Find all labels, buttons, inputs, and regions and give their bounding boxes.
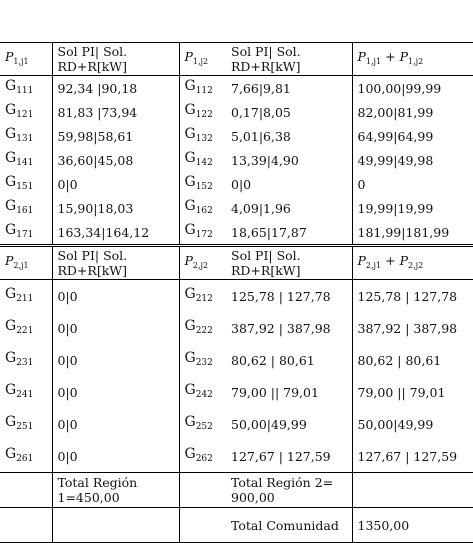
- gen-label-b: [185, 414, 213, 430]
- gen-label-b-letter: G: [184, 381, 196, 398]
- value-cell: [226, 76, 352, 101]
- sum-value: 387,92 | 387,98: [357, 320, 458, 336]
- group2-p2-cell: [179, 246, 226, 280]
- gen-cell: [179, 376, 226, 408]
- value-a: 92,34 |90,18: [57, 80, 138, 96]
- table-row: [0, 220, 473, 246]
- gen-label-a-letter: G: [5, 445, 17, 462]
- value-cell: [52, 76, 179, 101]
- gen-label-a-index: 121: [16, 109, 34, 120]
- value-b: 18,65|17,87: [231, 224, 307, 240]
- gen-cell: [179, 196, 226, 220]
- gen-label-a-letter: G: [5, 77, 17, 94]
- value-a: 59,98|58,61: [57, 128, 134, 144]
- gen-label-b: [185, 446, 213, 462]
- value-b: 4,09|1,96: [231, 200, 291, 216]
- value-cell: [52, 408, 179, 440]
- gen-cell: [0, 376, 52, 408]
- gen-cell: [0, 100, 52, 124]
- gen-cell: [0, 312, 52, 344]
- gen-cell: [179, 76, 226, 101]
- region-totals-row: [0, 473, 473, 508]
- gen-cell: [0, 124, 52, 148]
- gen-label-a: [5, 286, 33, 302]
- group2-sum-b-base: P: [399, 253, 409, 268]
- value-b: 50,00|49,99: [231, 416, 307, 432]
- sum-cell: [352, 76, 473, 101]
- group1-sol-head-1: [52, 43, 179, 76]
- gen-cell: [179, 124, 226, 148]
- gen-label-a: [5, 126, 33, 142]
- gen-label-b-letter: G: [184, 125, 196, 142]
- table-row: [0, 172, 473, 196]
- gen-label-a: [5, 222, 33, 238]
- group1-sum-b: [400, 49, 424, 64]
- group2-header-row: [0, 246, 473, 280]
- gen-label-b-index: 222: [195, 325, 213, 336]
- value-cell: [52, 376, 179, 408]
- gen-label-b-index: 242: [195, 389, 213, 400]
- group2-sol-head-1: [52, 246, 179, 280]
- gen-label-a-letter: G: [5, 317, 17, 334]
- gen-label-a: [5, 174, 33, 190]
- group2-p2-label: [185, 253, 209, 268]
- group2-sum-a-sub: 2,j1: [365, 261, 382, 270]
- sum-value: 0: [357, 176, 366, 192]
- gen-label-b-letter: G: [184, 413, 196, 430]
- gen-label-a-letter: G: [5, 221, 17, 238]
- sum-cell: [352, 440, 473, 473]
- group1-p1-label-sub: 1,j1: [13, 57, 29, 66]
- gen-label-a: [5, 350, 33, 366]
- group2-p2-label-base: P: [184, 253, 193, 268]
- value-cell: [226, 148, 352, 172]
- sum-cell: [352, 100, 473, 124]
- sum-value: 50,00|49,99: [357, 416, 434, 432]
- gen-label-b: [185, 126, 213, 142]
- group1-p2-label-sub: 1,j2: [192, 57, 209, 66]
- group2-sum-b: [400, 253, 424, 268]
- gen-label-a-index: 111: [16, 85, 34, 96]
- community-total-row: [0, 508, 473, 543]
- value-cell: [52, 312, 179, 344]
- gen-cell: [0, 196, 52, 220]
- group1-sum-a-base: P: [357, 49, 366, 64]
- sum-cell: [352, 220, 473, 246]
- value-a: 0|0: [57, 448, 78, 464]
- gen-cell: [179, 100, 226, 124]
- value-b: 5,01|6,38: [231, 128, 291, 144]
- group1-p2-cell: [179, 43, 226, 76]
- gen-cell: [0, 344, 52, 376]
- table-row: [0, 100, 473, 124]
- value-b: 80,62 | 80,61: [231, 352, 315, 368]
- gen-label-a: [5, 446, 33, 462]
- gen-label-b-letter: G: [184, 445, 196, 462]
- value-cell: [226, 280, 352, 313]
- value-cell: [226, 440, 352, 473]
- value-b: 127,67 | 127,59: [231, 448, 331, 464]
- region1-total-text: Total Región 1=450,00: [57, 475, 138, 505]
- value-b: 387,92 | 387,98: [231, 320, 331, 336]
- table-row: [0, 76, 473, 101]
- gen-label-a-index: 241: [16, 389, 34, 400]
- table-row: [0, 440, 473, 473]
- group1-sum-b-base: P: [399, 49, 409, 64]
- gen-label-b-index: 142: [195, 157, 213, 168]
- gen-label-a-index: 131: [16, 133, 34, 144]
- gen-label-b: [185, 286, 213, 302]
- generation-table: [0, 42, 473, 543]
- gen-label-a-letter: G: [5, 149, 17, 166]
- gen-cell: [179, 148, 226, 172]
- community-value-text: 1350,00: [357, 517, 410, 533]
- value-cell: [52, 172, 179, 196]
- gen-label-a-letter: G: [5, 197, 17, 214]
- empty-cell: [179, 508, 226, 543]
- table-row: [0, 376, 473, 408]
- sum-cell: [352, 124, 473, 148]
- gen-label-a-index: 221: [16, 325, 34, 336]
- gen-cell: [179, 280, 226, 313]
- gen-label-a-letter: G: [5, 101, 17, 118]
- group1-sum-b-sub: 1,j2: [408, 57, 424, 66]
- value-cell: [226, 100, 352, 124]
- group2-sol-head-2-line2: RD+R[kW]: [231, 263, 301, 278]
- group2-sol-head-2-line1: Sol PI| Sol.: [231, 248, 301, 263]
- table-row: [0, 312, 473, 344]
- gen-label-a-index: 161: [16, 205, 34, 216]
- sum-value: 181,99|181,99: [357, 224, 450, 240]
- gen-label-b-letter: G: [184, 149, 196, 166]
- group2-plus-sign: +: [385, 253, 396, 268]
- group1-sum-a-sub: 1,j1: [365, 57, 382, 66]
- sum-cell: [352, 172, 473, 196]
- gen-label-a-index: 261: [16, 453, 34, 464]
- gen-label-b-index: 112: [195, 85, 213, 96]
- gen-label-a-letter: G: [5, 285, 17, 302]
- sum-cell: [352, 344, 473, 376]
- group1-sum-a: [358, 49, 382, 64]
- gen-label-a: [5, 102, 33, 118]
- sum-value: 49,99|49,98: [357, 152, 434, 168]
- gen-cell: [0, 440, 52, 473]
- group2-sum-a-base: P: [357, 253, 366, 268]
- sum-cell: [352, 376, 473, 408]
- value-cell: [226, 408, 352, 440]
- value-b: 79,00 || 79,01: [231, 384, 319, 400]
- group1-sum-head: [352, 43, 473, 76]
- value-a: 0|0: [57, 320, 78, 336]
- gen-label-b-letter: G: [184, 101, 196, 118]
- sum-cell: [352, 196, 473, 220]
- gen-label-b-index: 122: [195, 109, 213, 120]
- value-cell: [226, 344, 352, 376]
- gen-label-b-index: 262: [195, 453, 213, 464]
- gen-label-b-letter: G: [184, 349, 196, 366]
- value-cell: [226, 196, 352, 220]
- value-a: 81,83 |73,94: [57, 104, 138, 120]
- value-cell: [226, 220, 352, 246]
- gen-label-a: [5, 198, 33, 214]
- value-b: 125,78 | 127,78: [231, 288, 331, 304]
- gen-label-b-index: 162: [195, 205, 213, 216]
- gen-label-a-letter: G: [5, 381, 17, 398]
- group1-header-row: [0, 43, 473, 76]
- value-cell: [52, 280, 179, 313]
- group1-p2-label-base: P: [184, 49, 193, 64]
- group2-sol-head-1-line1: Sol PI| Sol.: [57, 248, 128, 263]
- gen-label-a-index: 141: [16, 157, 34, 168]
- gen-label-b: [185, 382, 213, 398]
- gen-label-b-index: 172: [195, 229, 213, 240]
- gen-label-b-index: 252: [195, 421, 213, 432]
- table-row: [0, 344, 473, 376]
- table-row: [0, 280, 473, 313]
- group2-p2-label-sub: 2,j2: [192, 261, 209, 270]
- gen-label-b-letter: G: [184, 317, 196, 334]
- group1-p1-cell: [0, 43, 52, 76]
- gen-label-b-letter: G: [184, 221, 196, 238]
- group1-plus-sign: +: [385, 49, 396, 64]
- gen-label-b: [185, 174, 213, 190]
- sum-value: 125,78 | 127,78: [357, 288, 458, 304]
- gen-cell: [179, 172, 226, 196]
- gen-label-b-index: 232: [195, 357, 213, 368]
- value-cell: [52, 440, 179, 473]
- group1-sol-head-1-line2: RD+R[kW]: [57, 59, 127, 74]
- gen-label-a: [5, 150, 33, 166]
- gen-cell: [179, 408, 226, 440]
- value-a: 0|0: [57, 384, 78, 400]
- group2-p1-label-sub: 2,j1: [13, 261, 29, 270]
- sum-cell: [352, 408, 473, 440]
- gen-label-b-letter: G: [184, 173, 196, 190]
- value-cell: [226, 124, 352, 148]
- gen-label-a-letter: G: [5, 125, 17, 142]
- value-cell: [226, 376, 352, 408]
- value-cell: [52, 148, 179, 172]
- gen-cell: [179, 220, 226, 246]
- value-cell: [52, 124, 179, 148]
- gen-cell: [0, 76, 52, 101]
- table-row: [0, 124, 473, 148]
- value-a: 0|0: [57, 416, 78, 432]
- sum-value: 80,62 | 80,61: [357, 352, 442, 368]
- value-a: 0|0: [57, 288, 78, 304]
- region2-total: [226, 473, 352, 508]
- gen-cell: [179, 440, 226, 473]
- value-b: 0|0: [231, 176, 252, 192]
- sum-cell: [352, 312, 473, 344]
- gen-label-a-index: 231: [16, 357, 34, 368]
- value-a: 0|0: [57, 176, 78, 192]
- table-row: [0, 148, 473, 172]
- gen-cell: [0, 172, 52, 196]
- sum-value: 127,67 | 127,59: [357, 448, 458, 464]
- gen-cell: [0, 408, 52, 440]
- value-cell: [226, 312, 352, 344]
- empty-cell: [0, 473, 52, 508]
- empty-cell: [52, 508, 179, 543]
- sum-value: 82,00|81,99: [357, 104, 434, 120]
- region2-total-text: Total Región 2= 900,00: [231, 475, 334, 505]
- gen-label-a: [5, 414, 33, 430]
- group1-sol-head-2: [226, 43, 352, 76]
- value-cell: [52, 196, 179, 220]
- gen-label-b-letter: G: [184, 197, 196, 214]
- gen-cell: [179, 312, 226, 344]
- empty-cell: [0, 508, 52, 543]
- sum-value: 19,99|19,99: [357, 200, 434, 216]
- group2-sol-head-1-line2: RD+R[kW]: [57, 263, 127, 278]
- group2-p1-cell: [0, 246, 52, 280]
- sum-value: 100,00|99,99: [357, 80, 442, 96]
- gen-cell: [0, 148, 52, 172]
- value-b: 0,17|8,05: [231, 104, 291, 120]
- group1-p1-label: [5, 49, 29, 64]
- gen-cell: [0, 280, 52, 313]
- value-cell: [226, 172, 352, 196]
- gen-label-b: [185, 318, 213, 334]
- sum-cell: [352, 280, 473, 313]
- gen-label-a: [5, 318, 33, 334]
- value-cell: [52, 100, 179, 124]
- gen-label-b: [185, 102, 213, 118]
- group1-sol-head-2-line1: Sol PI| Sol.: [231, 44, 301, 59]
- gen-label-a-index: 171: [16, 229, 34, 240]
- value-cell: [52, 220, 179, 246]
- gen-label-a: [5, 78, 33, 94]
- gen-label-a: [5, 382, 33, 398]
- group2-sum-a: [358, 253, 382, 268]
- group2-sum-b-sub: 2,j2: [408, 261, 424, 270]
- gen-label-a-index: 251: [16, 421, 34, 432]
- group1-p1-label-base: P: [5, 49, 14, 64]
- sum-value: 79,00 || 79,01: [357, 384, 446, 400]
- gen-label-b-letter: G: [184, 285, 196, 302]
- group2-sum-head: [352, 246, 473, 280]
- gen-label-b-letter: G: [184, 77, 196, 94]
- group2-p1-label-base: P: [5, 253, 14, 268]
- gen-label-b: [185, 222, 213, 238]
- gen-cell: [179, 344, 226, 376]
- table-row: [0, 408, 473, 440]
- table-row: [0, 196, 473, 220]
- sum-cell: [352, 148, 473, 172]
- group2-p1-label: [5, 253, 29, 268]
- value-a: 36,60|45,08: [57, 152, 134, 168]
- gen-label-b: [185, 350, 213, 366]
- group1-p2-label: [185, 49, 209, 64]
- gen-label-a-letter: G: [5, 173, 17, 190]
- value-b: 7,66|9,81: [231, 80, 291, 96]
- group1-sol-head-1-line1: Sol PI| Sol.: [57, 44, 128, 59]
- value-b: 13,39|4,90: [231, 152, 299, 168]
- value-a: 15,90|18,03: [57, 200, 134, 216]
- group2-sol-head-2: [226, 246, 352, 280]
- gen-label-b: [185, 150, 213, 166]
- value-a: 163,34|164,12: [57, 224, 150, 240]
- gen-label-b-index: 152: [195, 181, 213, 192]
- gen-label-b-index: 212: [195, 293, 213, 304]
- region1-total: [52, 473, 179, 508]
- community-label: [226, 508, 352, 543]
- gen-label-b: [185, 78, 213, 94]
- empty-cell: [179, 473, 226, 508]
- gen-label-b-index: 132: [195, 133, 213, 144]
- gen-label-a-index: 151: [16, 181, 34, 192]
- gen-label-a-index: 211: [16, 293, 34, 304]
- gen-label-a-letter: G: [5, 413, 17, 430]
- value-cell: [52, 344, 179, 376]
- gen-label-a-letter: G: [5, 349, 17, 366]
- gen-cell: [0, 220, 52, 246]
- empty-cell: [352, 473, 473, 508]
- community-label-text: Total Comunidad: [231, 517, 339, 533]
- value-a: 0|0: [57, 352, 78, 368]
- gen-label-b: [185, 198, 213, 214]
- community-value: [352, 508, 473, 543]
- group1-sol-head-2-line2: RD+R[kW]: [231, 59, 301, 74]
- sum-value: 64,99|64,99: [357, 128, 434, 144]
